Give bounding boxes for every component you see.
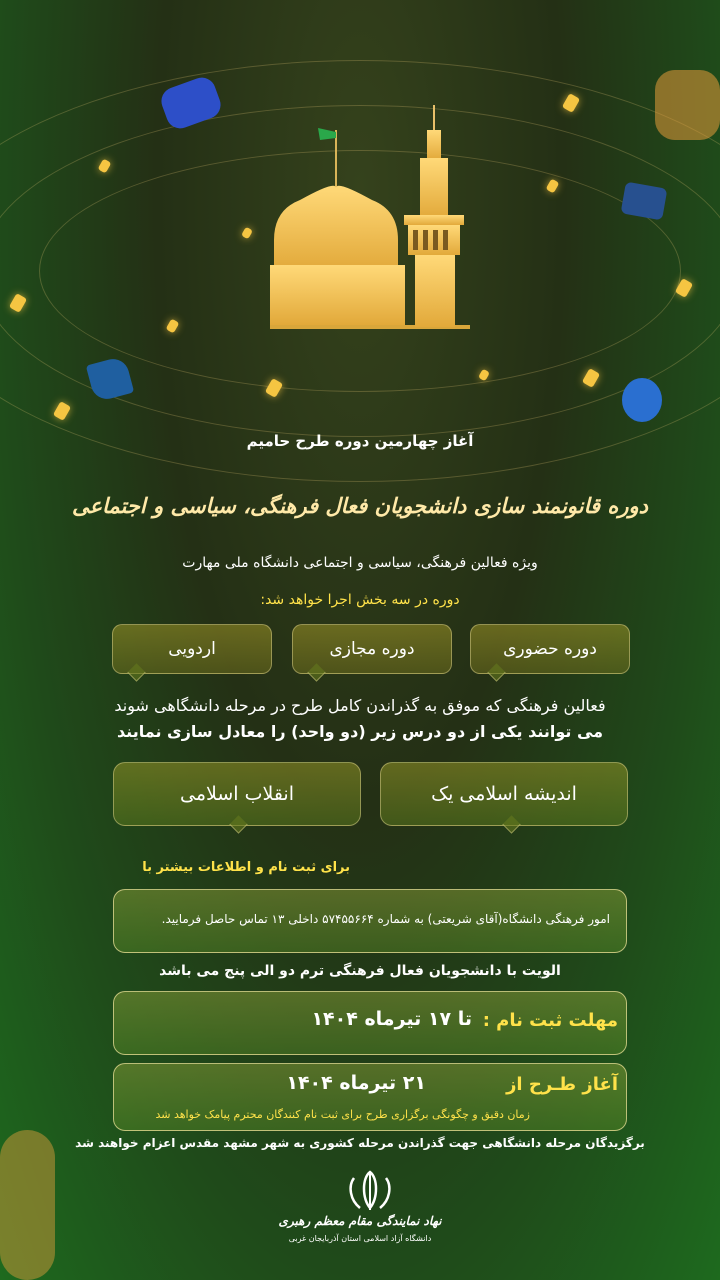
more-info-label: برای ثبت نام و اطلاعات بیشتر با [142, 860, 350, 875]
start-label: آغاز طـرح از [506, 1074, 618, 1095]
trophy-icon [655, 70, 720, 140]
deadline-box [113, 991, 627, 1055]
subtitle: ویژه فعالین فرهنگی، سیاسی و اجتماعی دانشگاه ملی مهارت [182, 555, 538, 571]
logo-line-2: دانشگاه آزاد اسلامی استان آذربایجان غربی [288, 1234, 432, 1243]
calligraphy-title: دوره قانونمند سازی دانشجویان فعال فرهنگی، سیاسی و اجتماعی [71, 493, 649, 518]
section-label: دوره حضوری [503, 639, 597, 659]
deadline-label: مهلت ثبت نام : [482, 1010, 618, 1031]
deadline-value: تا ۱۷ تیرماه ۱۴۰۴ [311, 1008, 472, 1030]
course-label: انقلاب اسلامی [180, 783, 294, 805]
start-note: زمان دقیق و چگونگی برگزاری طرح برای ثبت نام کنندگان محترم پیامک خواهد شد [155, 1108, 530, 1121]
logo-line-1: نهاد نمایندگی مقام معظم رهبری [278, 1214, 442, 1228]
emblem-icon [340, 1168, 400, 1212]
contact-box [113, 889, 627, 953]
course-islamic-thought [380, 762, 628, 826]
shrine-icon [270, 100, 470, 330]
course-label: اندیشه اسلامی یک [431, 783, 577, 805]
section-label: دوره مجازی [329, 639, 415, 659]
sections-intro: دوره در سه بخش اجرا خواهد شد: [260, 592, 460, 608]
start-box [113, 1063, 627, 1131]
priority-text: الویت با دانشجویان فعال فرهنگی ترم دو الی پنج می باشد [159, 963, 561, 979]
contact-text: امور فرهنگی دانشگاه(آقای شریعتی) به شماره ۵۷۴۵۵۶۶۴ داخلی ۱۳ تماس حاصل فرمایید. [161, 912, 610, 926]
start-value: ۲۱ تیرماه ۱۴۰۴ [286, 1072, 426, 1094]
section-label: اردویی [168, 639, 216, 659]
bulb-icon [622, 378, 662, 422]
magnifier-icon [0, 1130, 55, 1280]
kicker-title: آغاز چهارمین دوره طرح حامیم [246, 432, 474, 450]
eligibility-line-2: می توانند یکی از دو درس زیر (دو واحد) را معادل سازی نمایند [116, 722, 604, 741]
footer-note: برگزیدگان مرحله دانشگاهی جهت گذراندن مرحله کشوری به شهر مشهد مقدس اعزام خواهند شد [75, 1136, 645, 1150]
eligibility-line-1: فعالین فرهنگی که موفق به گذراندن کامل طرح در مرحله دانشگاهی شوند [114, 696, 606, 715]
